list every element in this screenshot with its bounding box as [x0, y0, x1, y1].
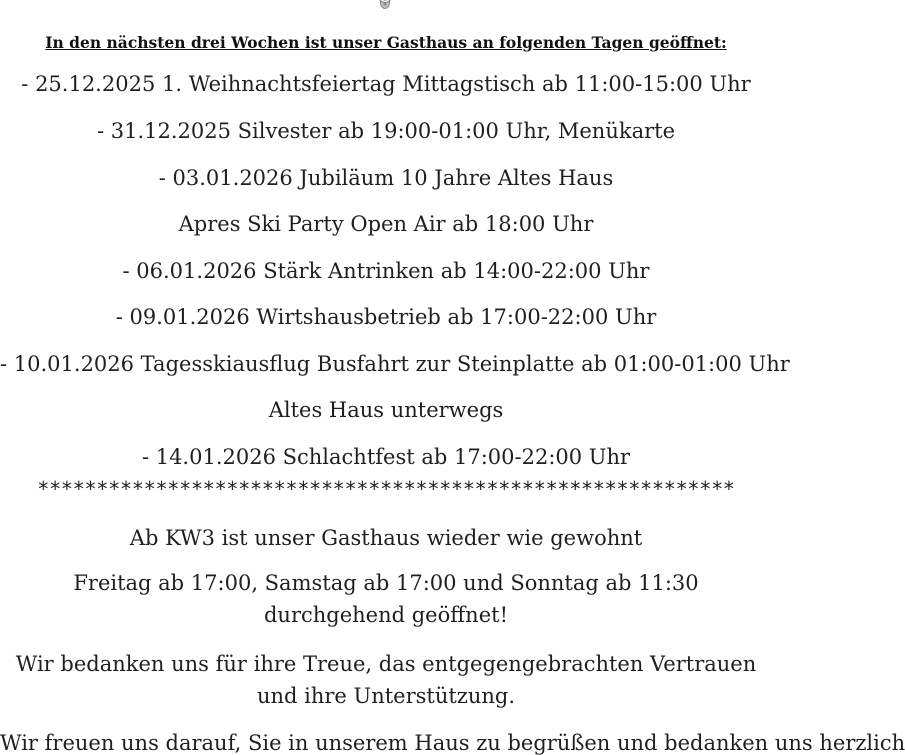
schedule-item: - 03.01.2026 Jubiläum 10 Jahre Altes Haus	[158, 166, 614, 190]
crest-icon	[376, 0, 394, 12]
thanks-message: Wir bedanken uns für ihre Treue, das entgegengebrachten Vertrauen und ihre Unterstützung.	[15, 652, 757, 708]
regular-hours: Freitag ab 17:00, Samstag ab 17:00 und Sonntag ab 11:30 durchgehend geöffnet!	[73, 571, 699, 627]
schedule-item: - 31.12.2025 Silvester ab 19:00-01:00 Uhr, Menükarte	[96, 119, 676, 143]
schedule-item: - 09.01.2026 Wirtshausbetrieb ab 17:00-22:00 Uhr	[115, 305, 657, 329]
schedule-item: - 06.01.2026 Stärk Antrinken ab 14:00-22:00 Uhr	[122, 259, 650, 283]
schedule-item: - 25.12.2025 1. Weihnachtsfeiertag Mittagstisch ab 11:00-15:00 Uhr	[21, 72, 751, 96]
closing-line-cut-off: Wir freuen uns darauf, Sie in unserem Haus zu begrüßen und bedanken uns herzlich	[0, 731, 905, 755]
schedule-item: Altes Haus unterwegs	[268, 398, 504, 422]
schedule-item: - 10.01.2026 Tagesskiausflug Busfahrt zur Steinplatte ab 01:00-01:00 Uhr	[0, 352, 790, 376]
schedule-item: - 14.01.2026 Schlachtfest ab 17:00-22:00 Uhr	[141, 445, 631, 469]
schedule-item: Apres Ski Party Open Air ab 18:00 Uhr	[178, 212, 594, 236]
separator-stars: ***********************************************************	[37, 477, 735, 501]
opening-days-heading: In den nächsten drei Wochen ist unser Gasthaus an folgenden Tagen geöffnet:	[45, 33, 727, 52]
regular-hours-intro: Ab KW3 ist unser Gasthaus wieder wie gewohnt	[129, 526, 643, 550]
